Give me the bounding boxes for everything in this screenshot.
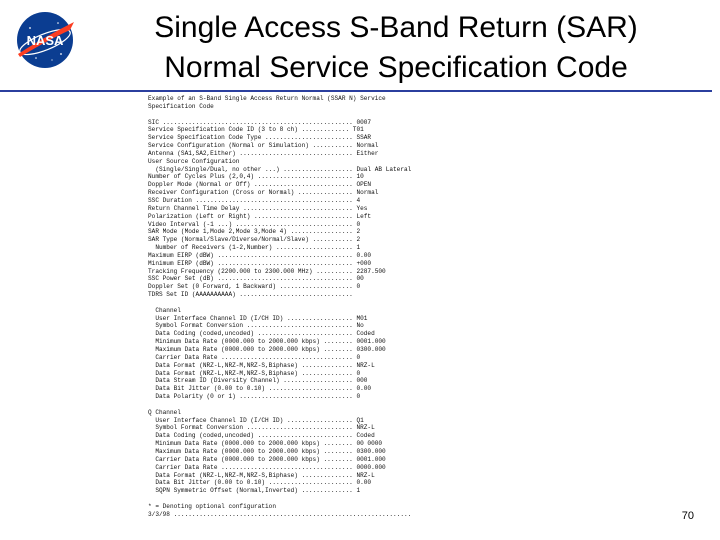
spec-line: Maximum Data Rate (0000.000 to 2000.000 kbps) ........ 0300.000 <box>148 447 386 455</box>
slide-title <box>96 8 696 88</box>
spec-line: Service Specification Code Type ........................ SSAR <box>148 134 372 142</box>
spec-line: Specification Code <box>148 102 214 110</box>
spec-line: * = Denoting optional configuration <box>148 502 276 510</box>
spec-line: Minimum Data Rate (0000.000 to 2000.000 kbps) ........ 0001.000 <box>148 338 386 346</box>
spec-line: Antenna (SA1,SA2,Either) ............................... Either <box>148 149 379 157</box>
spec-line: Data Format (NRZ-L,NRZ-M,NRZ-S,Biphase) .............. NRZ-L <box>148 471 375 479</box>
spec-line: Data Format (NRZ-L,NRZ-M,NRZ-S,Biphase) .............. 0 <box>148 369 361 377</box>
spec-line: SQPN Symmetric Offset (Normal,Inverted) .............. 1 <box>148 487 361 495</box>
spec-line: Service Specification Code ID (3 to 8 ch) ............. T01 <box>148 126 364 134</box>
spec-line: Carrier Data Rate .................................... 0000.000 <box>148 463 386 471</box>
spec-line: Service Configuration (Normal or Simulation) ........... Normal <box>148 142 379 150</box>
nasa-logo <box>8 8 82 72</box>
spec-line: Data Bit Jitter (0.00 to 0.10) ....................... 0.00 <box>148 385 372 393</box>
spec-line: Tracking Frequency (2200.000 to 2300.000 MHz) .......... 2287.500 <box>148 267 386 275</box>
spec-line: Doppler Set (0 Forward, 1 Backward) .................... 0 <box>148 283 361 291</box>
spec-line: Maximum Data Rate (0000.000 to 2000.000 kbps) ........ 0300.000 <box>148 346 386 353</box>
title-divider <box>0 90 712 92</box>
spec-line: Data Stream ID (Diversity Channel) ................... 000 <box>148 377 368 385</box>
spec-line: Data Polarity (0 or 1) ............................... 0 <box>148 393 361 401</box>
spec-line: SAR Type (Normal/Slave/Diverse/Normal/Slave) ........... 2 <box>148 236 361 244</box>
spec-line <box>148 299 558 307</box>
spec-line: Carrier Data Rate (0000.000 to 2000.000 kbps) ........ 0001.000 <box>148 455 386 463</box>
spec-line: Data Coding (coded,uncoded) .......................... Coded <box>148 330 375 338</box>
spec-line <box>148 401 558 409</box>
service-spec-listing <box>148 95 558 525</box>
spec-line: Maximum EIRP (dBW) ..................................... 0.00 <box>148 251 372 259</box>
spec-line: Minimum EIRP (dBW) ..................................... +000 <box>148 259 372 267</box>
title-line-2: Normal Service Specification Code <box>164 51 628 84</box>
spec-line: Symbol Format Conversion ............................. NRZ-L <box>148 424 375 432</box>
spec-line: SIC .................................................... 0007 <box>148 118 372 126</box>
spec-line <box>148 495 558 503</box>
spec-line: Doppler Mode (Normal or Off) ........................... OPEN <box>148 181 372 189</box>
spec-line: TDRS Set ID (AAAAAAAAAA) ............................... <box>148 291 353 299</box>
spec-line: Carrier Data Rate .................................... 0 <box>148 353 361 361</box>
spec-line: SSC Duration ........................................... 4 <box>148 196 361 204</box>
spec-line: User Interface Channel ID (I/CH ID) .................. Q1 <box>148 416 364 424</box>
spec-line: User Source Configuration <box>148 157 240 165</box>
spec-line: Number of Receivers (1-2,Number) ..................... 1 <box>148 244 361 252</box>
spec-line <box>148 111 558 119</box>
spec-line: Q Channel <box>148 408 181 416</box>
spec-line: Video Interval (-1 ...) ................................ 0 <box>148 220 361 228</box>
spec-line: Minimum Data Rate (0000.000 to 2000.000 kbps) ........ 00 0000 <box>148 440 383 448</box>
spec-line: Data Coding (coded,uncoded) .......................... Coded <box>148 432 375 440</box>
spec-line: SAR Mode (Mode 1,Mode 2,Mode 3,Mode 4) ................. 2 <box>148 228 361 236</box>
title-line-1: Single Access S-Band Return (SAR) <box>154 11 638 44</box>
spec-line: Receiver Configuration (Cross or Normal) ............... Normal <box>148 189 379 197</box>
spec-line: Symbol Format Conversion ............................. No <box>148 322 364 330</box>
spec-line: Polarization (Left or Right) ........................... Left <box>148 212 372 220</box>
spec-line: Number of Cycles Plus (2,0,4) .......................... 10 <box>148 173 364 181</box>
spec-line: Data Bit Jitter (0.00 to 0.10) ....................... 0.00 <box>148 479 372 487</box>
spec-line: SSC Power Set (dB) ..................................... 00 <box>148 275 364 283</box>
spec-line: Return Channel Time Delay .............................. Yes <box>148 204 368 212</box>
spec-line: Channel <box>148 306 181 314</box>
spec-line: (Single/Single/Dual, no other ...) ................... Dual AB Lateral <box>148 165 412 173</box>
logo-lettering: NASA <box>26 33 64 48</box>
spec-line: 3/3/98 ................................................................. <box>148 510 412 518</box>
spec-line: User Interface Channel ID (I/CH ID) .................. M01 <box>148 314 368 322</box>
page-number: 70 <box>681 510 694 522</box>
spec-line: Example of an S-Band Single Access Return Normal (SSAR N) Service <box>148 95 386 102</box>
spec-line: Data Format (NRZ-L,NRZ-M,NRZ-S,Biphase) .............. NRZ-L <box>148 361 375 369</box>
